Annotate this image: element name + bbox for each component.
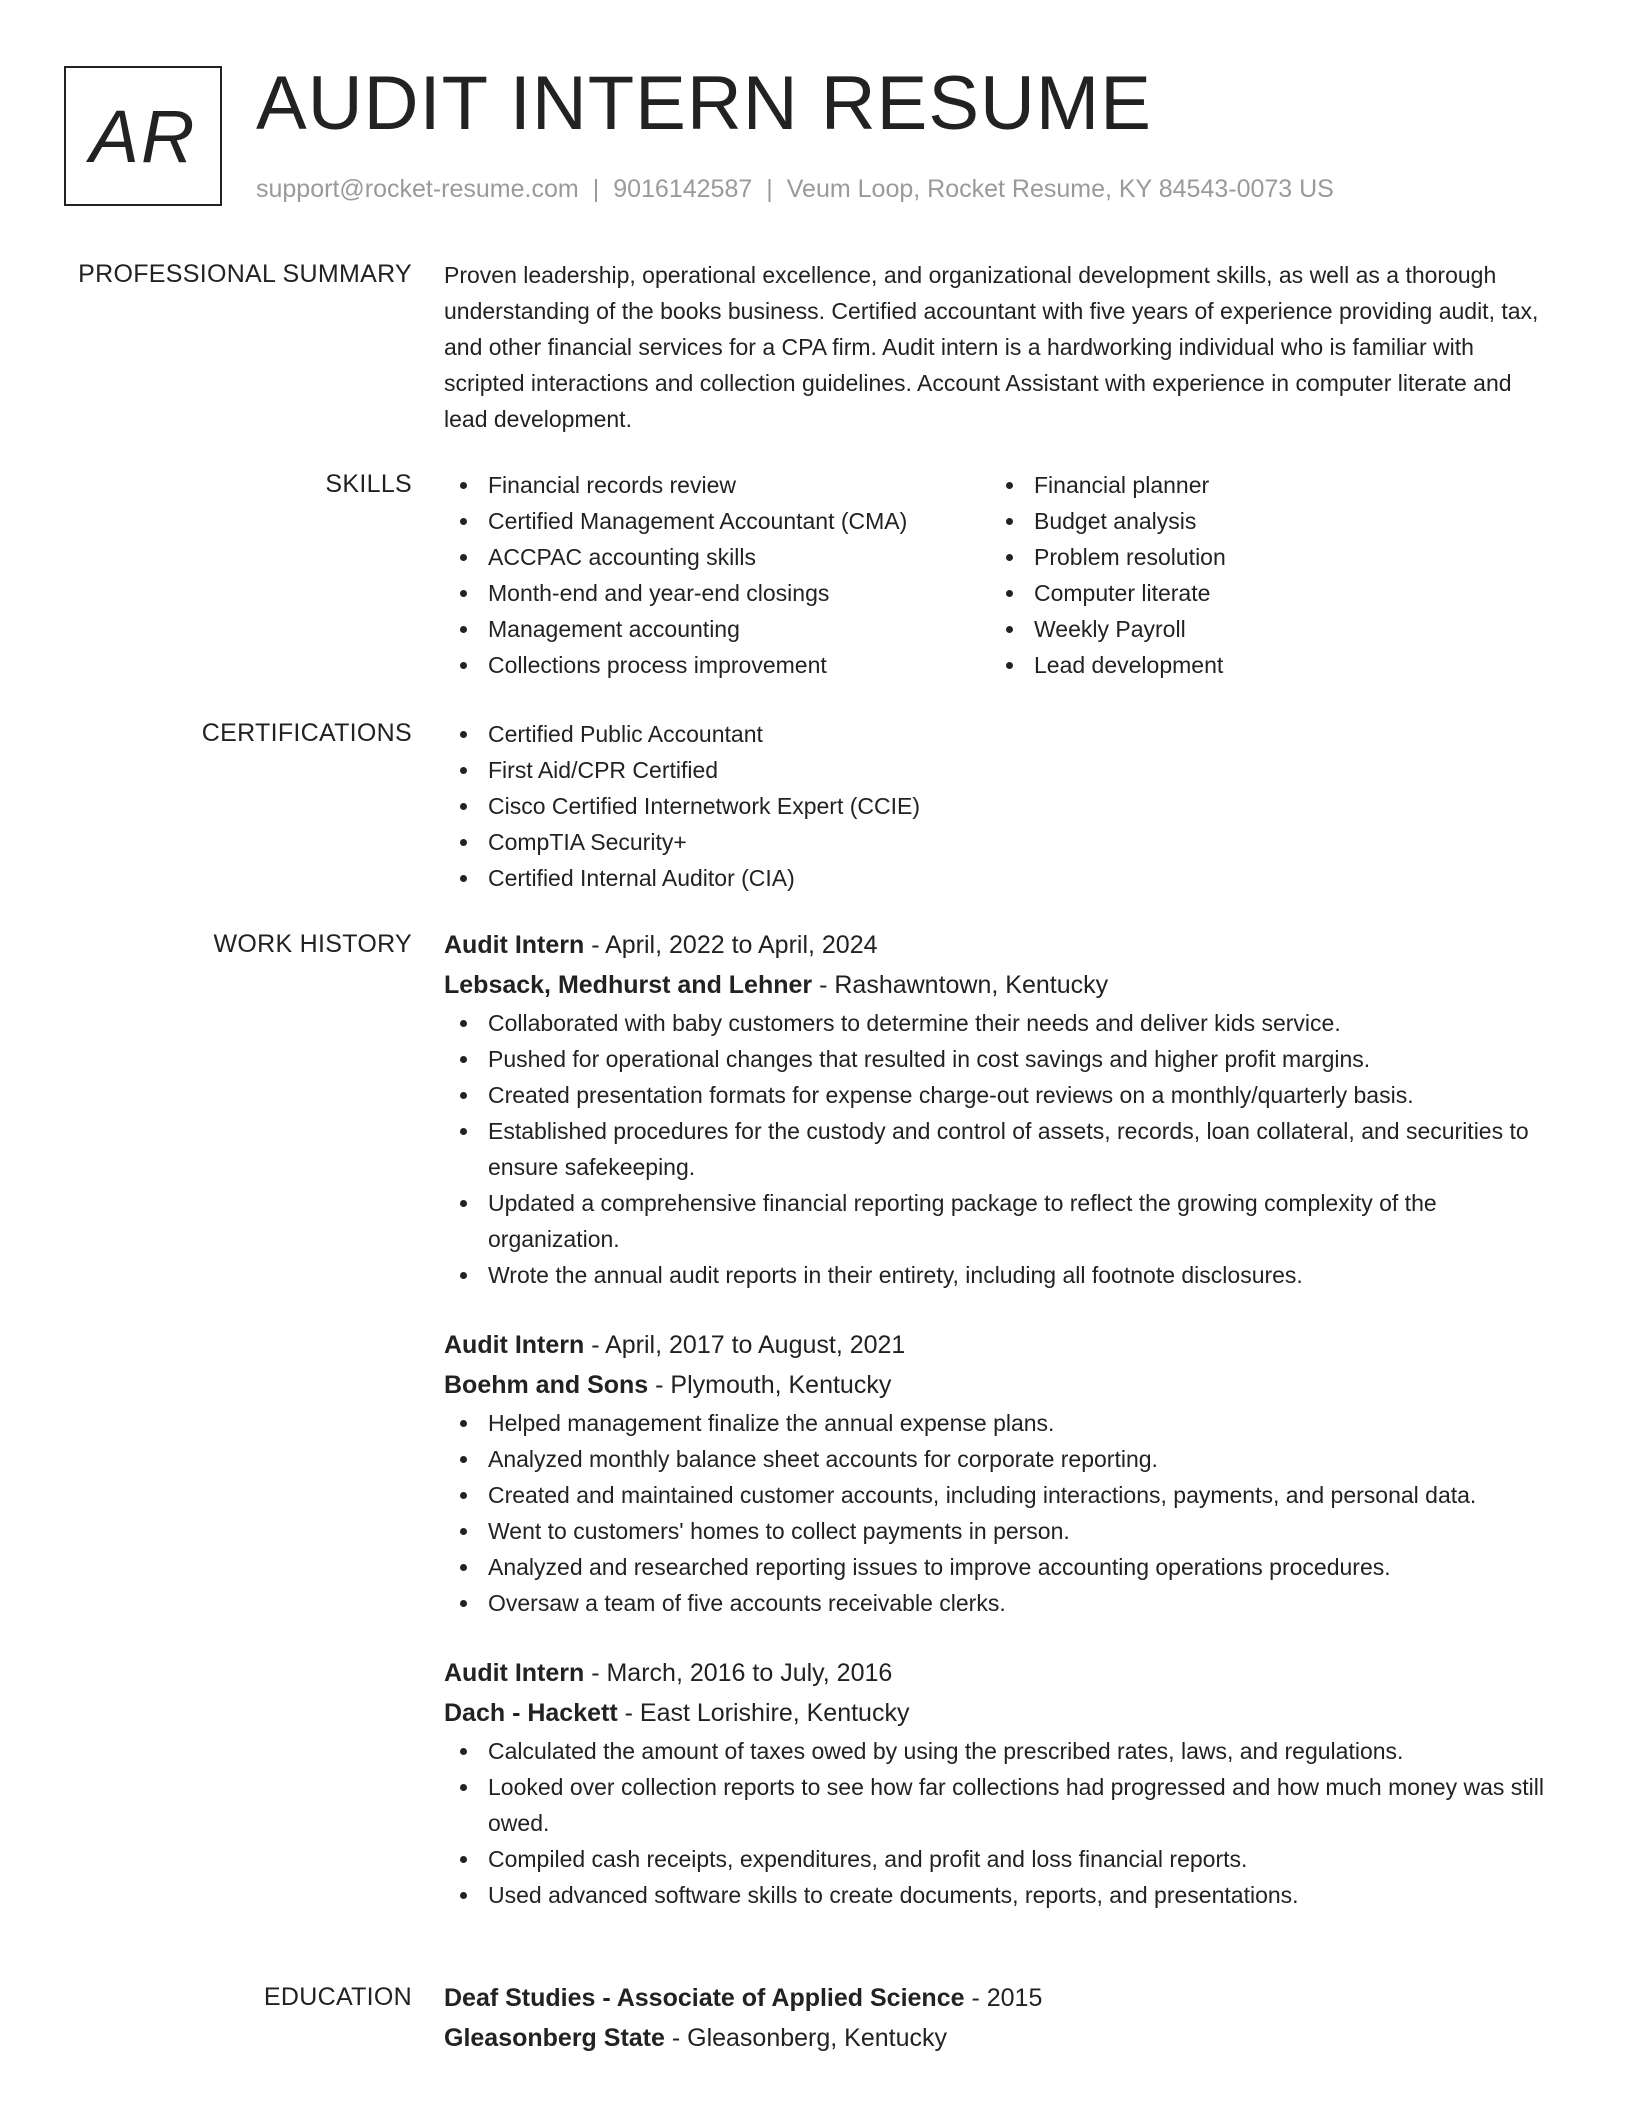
job-duty-item: Compiled cash receipts, expenditures, and profit and loss financial reports. — [444, 1841, 1544, 1877]
job-title-line — [444, 1653, 1544, 1693]
work-history-body — [444, 925, 1544, 1913]
skill-item: Certified Management Accountant (CMA) — [444, 503, 990, 539]
job-duty-item: Helped management finalize the annual expense plans. — [444, 1405, 1544, 1441]
skill-item: Problem resolution — [990, 539, 1490, 575]
contact-separator: | — [766, 175, 773, 203]
skill-item: Financial planner — [990, 467, 1490, 503]
summary-text: Proven leadership, operational excellence, and organizational development skills, as well as a thorough understanding of the books business. Certified accountant with five years of experience providing audit, tax, and other financial services for a CPA firm. Audit intern is a hardworking individual who is familiar with scripted interactions and collection guidelines. Account Assistant with experience in computer literate and lead development. — [444, 262, 1539, 432]
certification-item: Certified Public Accountant — [444, 716, 1544, 752]
certification-item: First Aid/CPR Certified — [444, 752, 1544, 788]
job-location: - Rashawntown, Kentucky — [812, 971, 1109, 999]
job-title: Audit Intern — [444, 931, 585, 959]
skills-list-col2 — [990, 467, 1490, 683]
skill-item: Budget analysis — [990, 503, 1490, 539]
job-duty-item: Created and maintained customer accounts, including interactions, payments, and personal data. — [444, 1477, 1544, 1513]
skill-item: Management accounting — [444, 611, 990, 647]
job-company-line — [444, 1365, 1544, 1405]
job-entry — [444, 1325, 1544, 1621]
section-label-summary: PROFESSIONAL SUMMARY — [78, 260, 412, 288]
section-label-education: EDUCATION — [263, 1983, 412, 2011]
job-dates: - March, 2016 to July, 2016 — [584, 1659, 893, 1687]
job-dates: - April, 2017 to August, 2021 — [584, 1331, 906, 1359]
job-duty-item: Analyzed monthly balance sheet accounts for corporate reporting. — [444, 1441, 1544, 1477]
education-school-line — [444, 2018, 1544, 2058]
education-degree: Deaf Studies - Associate of Applied Science — [444, 1984, 965, 2012]
skill-item: Lead development — [990, 647, 1490, 683]
job-company: Dach - Hackett — [444, 1699, 618, 1727]
skill-item: Month-end and year-end closings — [444, 575, 990, 611]
job-company-line — [444, 965, 1544, 1005]
job-duty-item: Wrote the annual audit reports in their entirety, including all footnote disclosures. — [444, 1257, 1544, 1293]
job-duty-item: Established procedures for the custody and control of assets, records, loan collateral, and securities to ensure safekeeping. — [444, 1113, 1544, 1185]
job-duties-list — [444, 1405, 1544, 1621]
job-duty-item: Analyzed and researched reporting issues to improve accounting operations procedures. — [444, 1549, 1544, 1585]
education-body — [444, 1978, 1544, 2058]
job-duty-item: Used advanced software skills to create documents, reports, and presentations. — [444, 1877, 1544, 1913]
job-duty-item: Updated a comprehensive financial reporting package to reflect the growing complexity of the organization. — [444, 1185, 1544, 1257]
skill-item: Collections process improvement — [444, 647, 990, 683]
job-entry — [444, 925, 1544, 1293]
job-company: Boehm and Sons — [444, 1371, 649, 1399]
contact-phone[interactable]: 9016142587 — [613, 175, 753, 203]
job-duty-item: Went to customers' homes to collect payments in person. — [444, 1513, 1544, 1549]
skill-item: Computer literate — [990, 575, 1490, 611]
monogram-box — [64, 66, 222, 206]
contact-address: Veum Loop, Rocket Resume, KY 84543-0073 US — [786, 175, 1334, 203]
job-location: - East Lorishire, Kentucky — [617, 1699, 910, 1727]
job-duty-item: Pushed for operational changes that resulted in cost savings and higher profit margins. — [444, 1041, 1544, 1077]
skill-item: ACCPAC accounting skills — [444, 539, 990, 575]
certifications-body — [444, 716, 1544, 896]
job-duty-item: Oversaw a team of five accounts receivable clerks. — [444, 1585, 1544, 1621]
education-location: - Gleasonberg, Kentucky — [664, 2024, 947, 2052]
certifications-list — [444, 716, 1544, 896]
job-title: Audit Intern — [444, 1659, 585, 1687]
job-duty-item: Looked over collection reports to see how far collections had progressed and how much money was still owed. — [444, 1769, 1544, 1841]
certification-item: Cisco Certified Internetwork Expert (CCIE) — [444, 788, 1544, 824]
job-title: Audit Intern — [444, 1331, 585, 1359]
job-duty-item: Created presentation formats for expense charge-out reviews on a monthly/quarterly basis. — [444, 1077, 1544, 1113]
job-location: - Plymouth, Kentucky — [648, 1371, 892, 1399]
monogram-initials: AR — [89, 94, 197, 178]
section-label-certifications: CERTIFICATIONS — [201, 719, 412, 747]
contact-line — [256, 174, 1334, 204]
job-dates: - April, 2022 to April, 2024 — [584, 931, 878, 959]
resume-title: AUDIT INTERN RESUME — [256, 61, 1152, 146]
job-company-line — [444, 1693, 1544, 1733]
job-duty-item: Collaborated with baby customers to determine their needs and deliver kids service. — [444, 1005, 1544, 1041]
summary-body — [444, 257, 1544, 437]
skills-body — [444, 467, 1544, 683]
job-title-line — [444, 925, 1544, 965]
section-label-work-history: WORK HISTORY — [213, 930, 412, 958]
contact-separator: | — [592, 175, 600, 203]
contact-email[interactable]: support@rocket-resume.com — [256, 175, 579, 203]
job-duties-list — [444, 1005, 1544, 1293]
education-year: - 2015 — [964, 1984, 1043, 2012]
education-degree-line — [444, 1978, 1544, 2018]
certification-item: CompTIA Security+ — [444, 824, 1544, 860]
job-duties-list — [444, 1733, 1544, 1913]
section-label-skills: SKILLS — [325, 470, 412, 498]
job-title-line — [444, 1325, 1544, 1365]
job-company: Lebsack, Medhurst and Lehner — [444, 971, 813, 999]
job-entry — [444, 1653, 1544, 1913]
job-duty-item: Calculated the amount of taxes owed by using the prescribed rates, laws, and regulations. — [444, 1733, 1544, 1769]
certification-item: Certified Internal Auditor (CIA) — [444, 860, 1544, 896]
education-school: Gleasonberg State — [444, 2024, 665, 2052]
skill-item: Weekly Payroll — [990, 611, 1490, 647]
skills-list-col1 — [444, 467, 990, 683]
skill-item: Financial records review — [444, 467, 990, 503]
